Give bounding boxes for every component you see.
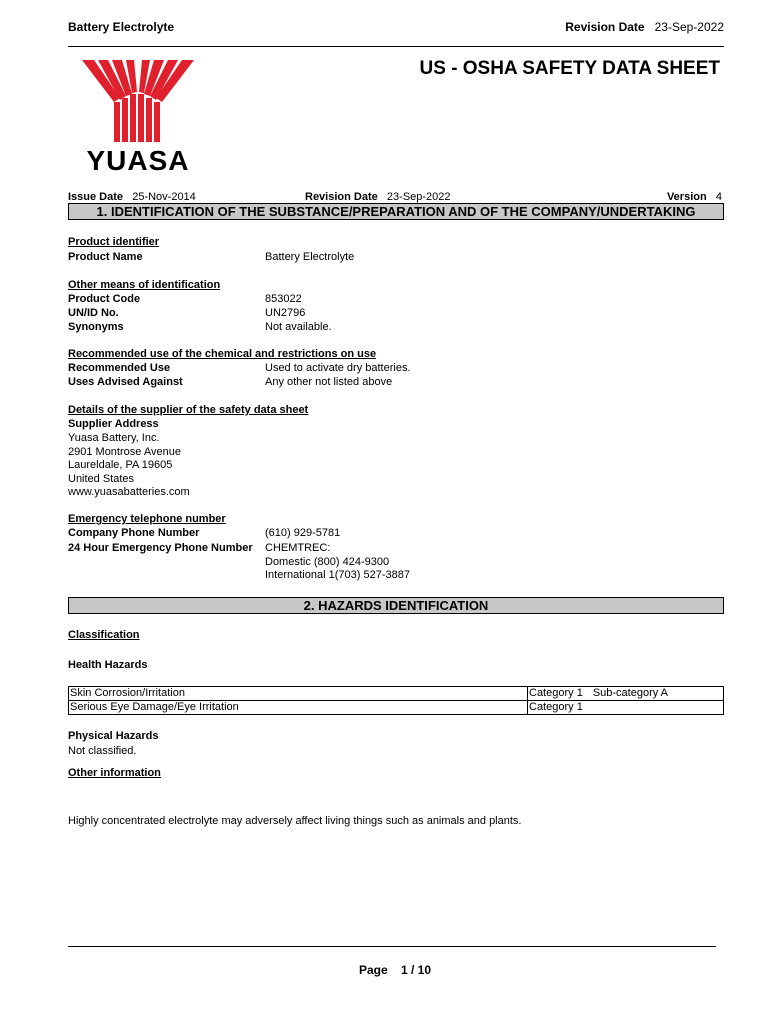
uses-against-label: Uses Advised Against — [68, 376, 183, 388]
version-label: Version — [666, 191, 707, 203]
product-name-value: Battery Electrolyte — [265, 251, 355, 263]
section-2-title: 2. HAZARDS IDENTIFICATION — [68, 597, 724, 614]
meta-revision-date: 23-Sep-2022 — [386, 191, 451, 203]
classification-heading: Classification — [68, 629, 140, 641]
meta-revision-label: Revision Date — [305, 191, 378, 203]
physical-hazards-value: Not classified. — [68, 745, 137, 757]
synonyms-label: Synonyms — [68, 321, 124, 333]
product-name-label: Product Name — [68, 251, 143, 263]
product-code-value: 853022 — [265, 293, 302, 305]
health-hazards-table — [68, 686, 724, 715]
category-cell — [528, 687, 724, 701]
page-value: 1 / 10 — [401, 963, 432, 977]
product-identifier-heading: Product identifier — [68, 236, 160, 248]
supplier-line: Yuasa Battery, Inc. — [68, 432, 160, 444]
hazard-cell: Skin Corrosion/Irritation — [69, 687, 528, 701]
version-value: 4 — [715, 191, 722, 203]
supplier-line: Laureldale, PA 19605 — [68, 459, 173, 471]
uses-against-value: Any other not listed above — [265, 376, 393, 388]
recommended-use-label: Recommended Use — [68, 362, 171, 374]
supplier-line: 2901 Montrose Avenue — [68, 445, 181, 458]
unid-label: UN/ID No. — [68, 307, 119, 319]
sub-category-value: Sub-category A — [592, 687, 669, 699]
yuasa-logo-text: YUASA — [86, 145, 190, 176]
other-means-heading: Other means of identification — [68, 279, 221, 291]
category-value: Category 1 — [529, 687, 583, 699]
page-number — [0, 963, 768, 977]
other-information-text: Highly concentrated electrolyte may adversely affect living things such as animals and plants. — [68, 815, 522, 827]
header-product-name: Battery Electrolyte — [68, 20, 175, 34]
company-phone-label: Company Phone Number — [68, 527, 200, 539]
issue-date-label: Issue Date — [68, 191, 124, 203]
section-1-title: 1. IDENTIFICATION OF THE SUBSTANCE/PREPARATION AND OF THE COMPANY/UNDERTAKING — [68, 203, 724, 220]
category-value: Category 1 — [529, 701, 583, 713]
supplier-heading: Details of the supplier of the safety data sheet — [68, 404, 309, 416]
hazard-cell: Serious Eye Damage/Eye Irritation — [69, 701, 528, 715]
footer-rule — [68, 946, 716, 947]
emergency-line: CHEMTREC: — [265, 542, 331, 554]
company-phone-value: (610) 929-5781 — [265, 527, 341, 539]
emergency-phone-label: 24 Hour Emergency Phone Number — [68, 542, 253, 554]
yuasa-logo-mark-icon — [80, 58, 196, 148]
supplier-line: United States — [68, 472, 135, 485]
table-row — [69, 701, 724, 715]
category-cell — [528, 701, 724, 715]
document-title: US - OSHA SAFETY DATA SHEET — [419, 58, 720, 79]
recommended-use-heading: Recommended use of the chemical and restrictions on use — [68, 348, 377, 360]
table-row — [69, 687, 724, 701]
unid-value: UN2796 — [265, 307, 306, 319]
header-revision — [565, 20, 724, 34]
emergency-heading: Emergency telephone number — [68, 513, 226, 525]
header-rule — [68, 46, 724, 47]
synonyms-value: Not available. — [265, 321, 332, 333]
emergency-phone-block — [265, 542, 410, 583]
emergency-line: Domestic (800) 424-9300 — [265, 555, 390, 568]
other-information-heading: Other information — [68, 767, 161, 779]
emergency-line: International 1(703) 527-3887 — [265, 569, 410, 581]
header-revision-date: 23-Sep-2022 — [654, 20, 724, 34]
yuasa-logo — [80, 58, 196, 178]
physical-hazards-heading: Physical Hazards — [68, 730, 159, 742]
supplier-address-label: Supplier Address — [68, 418, 159, 430]
health-hazards-heading: Health Hazards — [68, 659, 148, 671]
issue-date-value: 25-Nov-2014 — [132, 191, 196, 203]
header-revision-label: Revision Date — [565, 20, 645, 34]
supplier-website-link[interactable]: www.yuasabatteries.com — [68, 486, 190, 498]
product-code-label: Product Code — [68, 293, 141, 305]
supplier-address-block — [68, 432, 190, 500]
recommended-use-value: Used to activate dry batteries. — [265, 362, 411, 374]
page-label: Page — [358, 963, 388, 977]
